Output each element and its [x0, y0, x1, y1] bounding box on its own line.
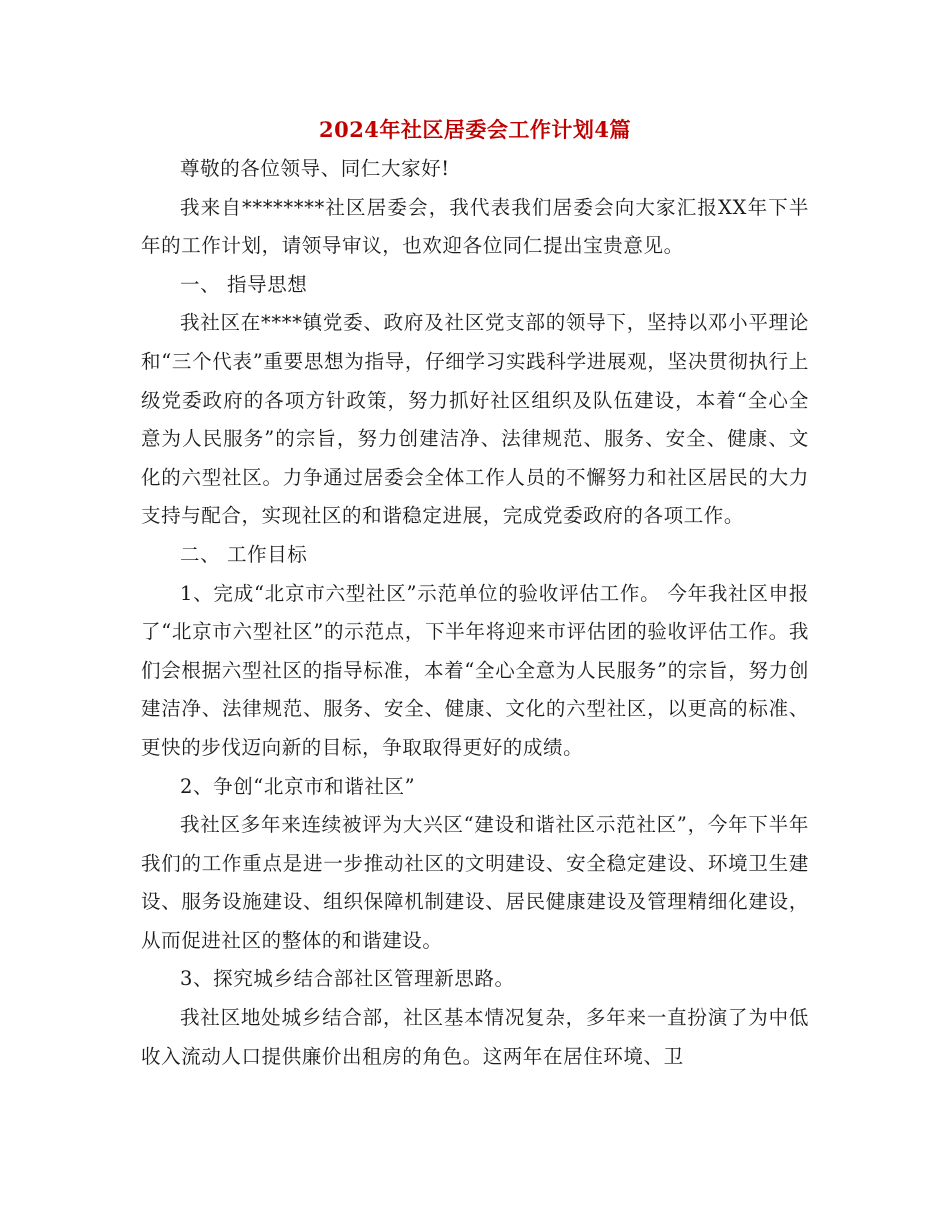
goal-2-paragraph: 我社区多年来连续被评为大兴区“建设和谐社区示范社区”，今年下半年我们的工作重点是进一步推动社区的文明建设、安全稳定建设、环境卫生建设、服务设施建设、组织保障机制建设、居民健康建设及管理精细化建设，从而促进社区的整体的和谐建设。 [141, 813, 809, 952]
intro-paragraph: 我来自********社区居委会，我代表我们居委会向大家汇报XX年下半年的工作计划，请领导审议，也欢迎各位同仁提出宝贵意见。 [141, 195, 809, 258]
goal-3-paragraph: 我社区地处城乡结合部，社区基本情况复杂，多年来一直扮演了为中低收入流动人口提供廉价出租房的角色。这两年在居住环境、卫 [141, 1006, 809, 1068]
greeting-paragraph: 尊敬的各位领导、同仁大家好! [180, 157, 450, 180]
guiding-ideology-paragraph: 我社区在****镇党委、政府及社区党支部的领导下，坚持以邓小平理论和“三个代表”重要思想为指导，仔细学习实践科学进展观，坚决贯彻执行上级党委政府的各项方针政策，努力抓好社区组织及队伍建设，本着“全心全意为人民服务”的宗旨，努力创建洁净、法律规范、服务、安全、健康、文化的六型社区。力争通过居委会全体工作人员的不懈努力和社区居民的大力支持与配合，实现社区的和谐稳定进展，完成党委政府的各项工作。 [141, 311, 809, 528]
document-body [141, 112, 809, 1076]
goal-2-heading: 2、争创“北京市和谐社区” [180, 774, 416, 798]
section-heading-guiding-ideology: 一、 指导思想 [180, 272, 308, 296]
document-title: 2024年社区居委会工作计划4篇 [318, 117, 632, 142]
goal-1-paragraph: 1、完成“北京市六型社区”示范单位的验收评估工作。 今年我社区申报了“北京市六型社区”的示范点，下半年将迎来市评估团的验收评估工作。我们会根据六型社区的指导标准，本着“全心全意为人民服务”的宗旨，努力创建洁净、法律规范、服务、安全、健康、文化的六型社区，以更高的标准、更快的步伐迈向新的目标，争取取得更好的成绩。 [141, 581, 809, 759]
goal-3-heading: 3、探究城乡结合部社区管理新思路。 [180, 967, 515, 991]
section-heading-work-goals: 二、 工作目标 [180, 542, 308, 566]
